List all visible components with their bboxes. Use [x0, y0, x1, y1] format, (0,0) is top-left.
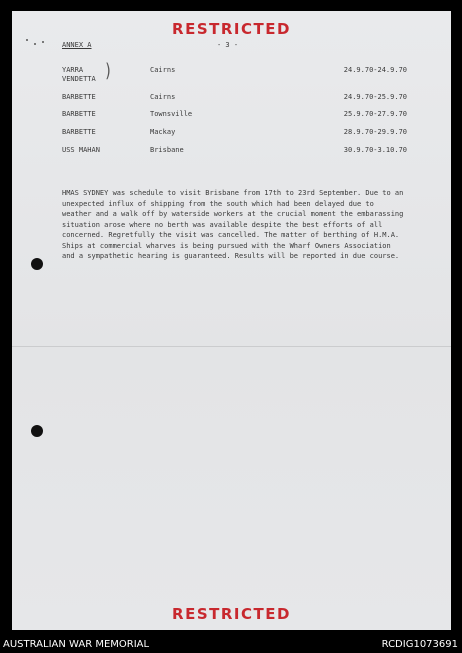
visit-dates: 24.9.70-24.9.70 — [343, 66, 407, 74]
document-page — [12, 11, 451, 630]
visit-row — [62, 146, 407, 162]
visit-port: Cairns — [150, 93, 176, 101]
visit-dates: 30.9.70-3.10.70 — [343, 146, 407, 154]
paper-speck — [42, 41, 44, 43]
archive-name: AUSTRALIAN WAR MEMORIAL — [3, 639, 150, 650]
visit-dates: 25.9.70-27.9.70 — [343, 110, 407, 118]
visit-port: Townsville — [150, 110, 193, 118]
archive-reference: RCDIG1073691 — [381, 639, 458, 650]
paper-speck — [34, 43, 36, 45]
brace-icon: ) — [104, 61, 113, 83]
visit-ship: BARBETTE — [62, 110, 96, 118]
archive-footer — [0, 631, 462, 653]
visit-port: Mackay — [150, 128, 176, 136]
punch-hole — [31, 425, 43, 437]
classification-stamp-top: RESTRICTED — [172, 20, 291, 38]
visit-row — [62, 93, 407, 109]
punch-hole — [31, 258, 43, 270]
visit-row — [62, 110, 407, 126]
visit-row — [62, 61, 407, 83]
visit-ship: BARBETTE — [62, 128, 96, 136]
visit-dates: 28.9.70-29.9.70 — [343, 128, 407, 136]
annex-label: ANNEX A — [62, 41, 92, 49]
page-number: - 3 - — [217, 41, 239, 49]
visit-dates: 24.9.70-25.9.70 — [343, 93, 407, 101]
classification-stamp-bottom: RESTRICTED — [172, 605, 291, 623]
visit-ship: YARRA VENDETTA — [62, 66, 96, 83]
paper-speck — [26, 39, 28, 41]
fold-line — [12, 346, 451, 347]
visit-row — [62, 128, 407, 144]
visit-port: Brisbane — [150, 146, 184, 154]
visit-ship: USS MAHAN — [62, 146, 100, 154]
body-paragraph: HMAS SYDNEY was schedule to visit Brisbane from 17th to 23rd September. Due to an unexpected influx of shipping from the south which had been delayed due to weather and a walk off by waterside workers at the crucial moment the embarassing situation arose where no berth was available despite the best efforts of all concerned. Regretfully the visit was cancelled. The matter of berthing of H.M.A. Ships at commercial wharves is being pursued with the Wharf Owners Association and a sympathetic hearing is guaranteed. Results will be reported in due course. — [62, 189, 404, 260]
visit-ship: BARBETTE — [62, 93, 96, 101]
visit-port: Cairns — [150, 66, 176, 74]
